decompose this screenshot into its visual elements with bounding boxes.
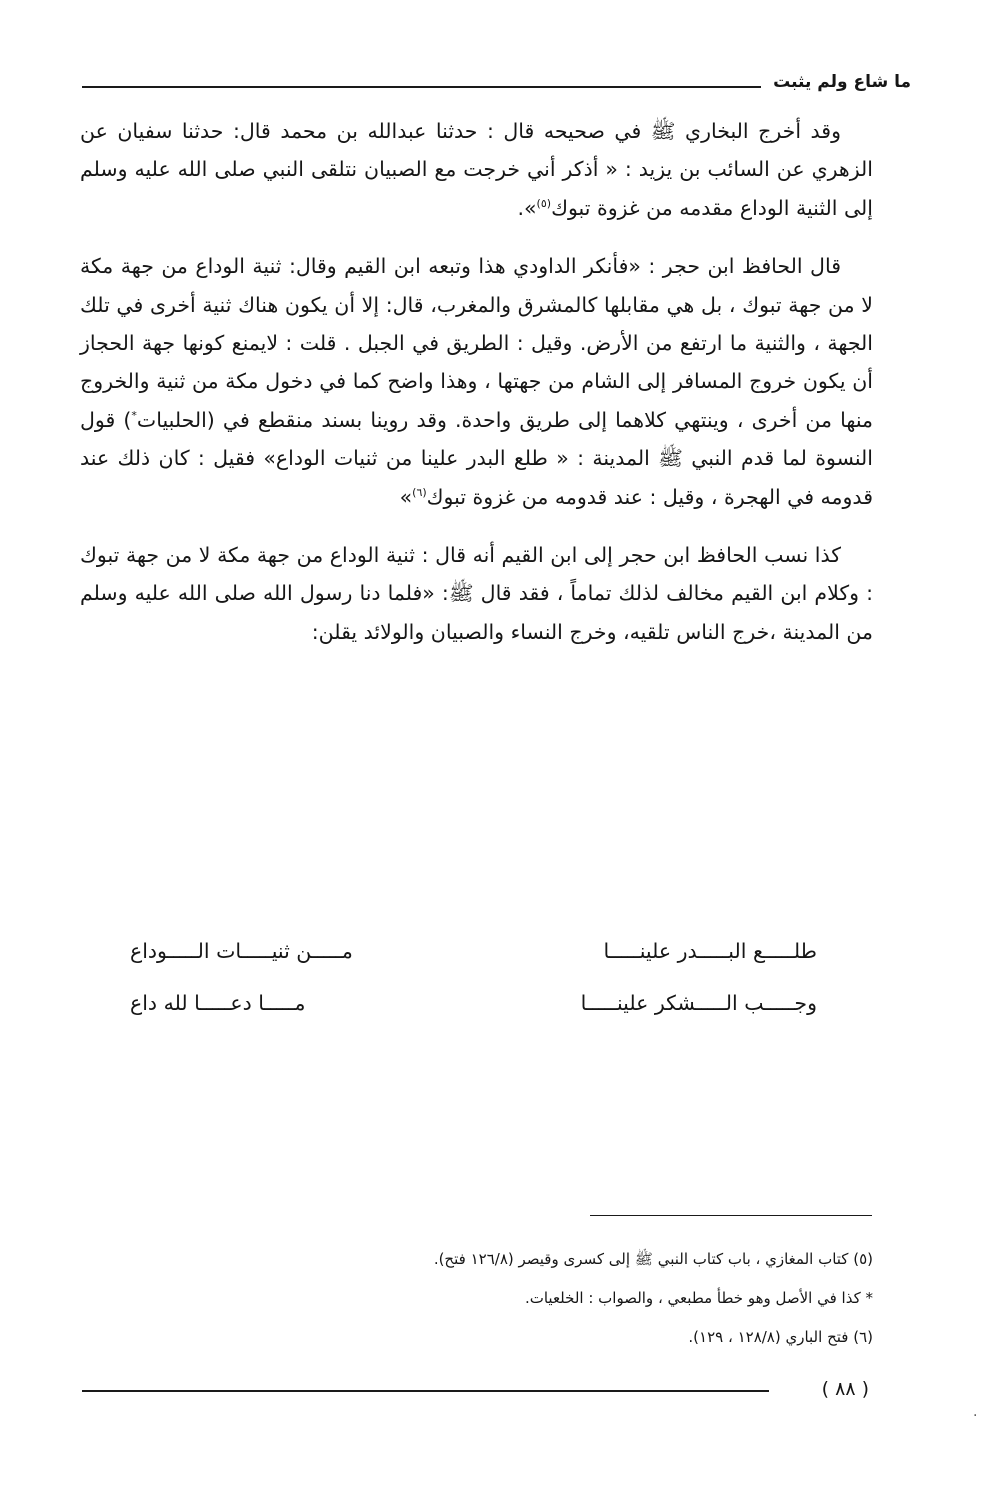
paragraph-text: قال الحافظ ابن حجر : «فأنكر الداودي هذا وتبعه ابن القيم وقال: ثنية الوداع من جهة مكة لا من جهة تبوك ، بل هي مقابلها كالمشرق والمغرب، قال: إلا أن يكون هناك ثنية أخرى في تلك الجهة ، والثنية ما ارتفع من الأرض. وقيل : الطريق في الجبل . قلت : لايمنع كونها جهة الحجاز أن يكون خروج المسافر إلى الشام من جهتها ، وهذا واضح كما في دخول مكة من ثنية والخروج منها من أخرى ، وينتهي كلاهما إلى طريق واحدة. وقد روينا بسند منقطع في (الحلبيات (80, 254, 873, 432)
footnote-ref: (٥) (536, 196, 552, 210)
stray-mark: · (973, 1408, 978, 1424)
page-number: ( ٨٨ ) (821, 1378, 869, 1400)
poem-hemistich-second: مـــــن ثنيـــــات الـــــوداع (130, 939, 353, 963)
footnote-ref: (٦) (412, 485, 427, 499)
footnote: (٥) كتاب المغازي ، باب كتاب النبي ﷺ إلى كسرى وقيصر (١٢٦/٨ فتح). (433, 1250, 873, 1268)
footnote-separator (590, 1215, 872, 1216)
poem-line (130, 977, 817, 1029)
page-footer (82, 1376, 869, 1410)
running-title: ما شاع ولم يثبت (773, 72, 911, 92)
paragraph (80, 247, 873, 516)
footnote-ref: * (131, 409, 137, 423)
poem-line (130, 925, 817, 977)
header-rule (82, 86, 761, 88)
poem-hemistich-second: مـــــا دعـــــا لله داع (130, 991, 306, 1015)
footnote: * كذا في الأصل وهو خطأ مطبعي ، والصواب : الخلعيات. (524, 1289, 873, 1307)
footer-rule (82, 1390, 769, 1392)
paragraph-text: ) قول النسوة لما قدم النبي ﷺ المدينة : « طلع البدر علينا من ثنيات الوداع» فقيل : كان ذلك عند قدومه في الهجرة ، وقيل : عند قدومه من غزوة تبوك (80, 407, 873, 509)
paragraph-text: وقد أخرج البخاري ﷺ في صحيحه قال : حدثنا عبدالله بن محمد قال: حدثنا سفيان عن الزهري عن السائب بن يزيد : « أذكر أني خرجت مع الصبيان نتلقى النبي صلى الله عليه وسلم إلى الثنية الوداع مقدمه من غزوة تبوك (80, 119, 873, 220)
footnotes (80, 1240, 873, 1357)
paragraph-tail: » (399, 484, 413, 509)
paragraph (80, 112, 873, 227)
paragraph (80, 536, 873, 651)
paragraph-text: كذا نسب الحافظ ابن حجر إلى ابن القيم أنه قال : ثنية الوداع من جهة مكة لا من جهة تبوك : وكلام ابن القيم مخالف لذلك تماماً ، فقد قال ﷺ: «فلما دنا رسول الله صلى الله عليه وسلم من المدينة ،خرج الناس تلقيه، وخرج النساء والصبيان والولائد يقلن: (80, 543, 873, 644)
running-header (82, 66, 911, 106)
footnote: (٦) فتح الباري (١٢٨/٨ ، ١٢٩). (688, 1328, 873, 1346)
main-text (80, 112, 873, 671)
poem (130, 925, 817, 1029)
poem-hemistich-first: طلـــــع البـــــدر علينـــــا (603, 939, 817, 963)
poem-hemistich-first: وجـــــب الـــــشكر علينـــــا (580, 991, 817, 1015)
paragraph-tail: ». (517, 195, 537, 220)
